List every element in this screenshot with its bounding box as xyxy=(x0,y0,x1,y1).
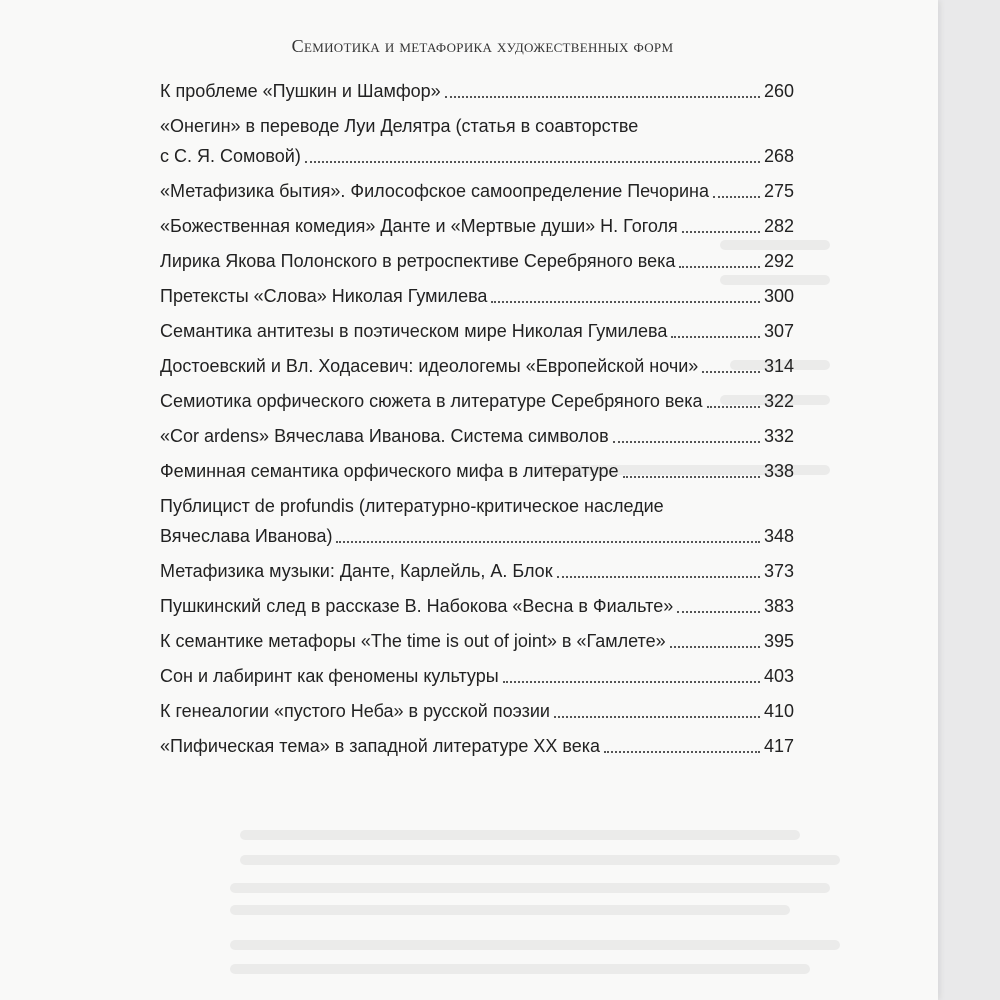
toc-entry xyxy=(160,556,794,586)
toc-entry-page: 410 xyxy=(763,701,794,721)
toc-entry-title: Фeминная семантика орфического мифа в литературе xyxy=(160,461,619,481)
toc-entry-title: Публицист de profundis (литературно-критическое наследие xyxy=(160,496,664,516)
toc-entry xyxy=(160,351,794,381)
running-head: Семиотика и метафорика художественных форм xyxy=(291,36,674,56)
toc-entry-title: Пушкинский след в рассказе В. Набокова «Весна в Фиальте» xyxy=(160,596,674,616)
toc-entry-title: Достоевский и Вл. Ходасевич: идеологемы «Европейской ночи» xyxy=(160,356,699,376)
toc-entry xyxy=(160,111,794,171)
leader-dots xyxy=(677,611,760,613)
leader-dots xyxy=(682,231,760,233)
toc-entry-title: К семантике метафоры «The time is out of joint» в «Гамлете» xyxy=(160,631,666,651)
toc-entry xyxy=(160,246,794,276)
toc-entry-page: 403 xyxy=(763,666,794,686)
toc-entry xyxy=(160,456,794,486)
toc-entry xyxy=(160,591,794,621)
leader-dots xyxy=(604,751,760,753)
toc-entry-page: 282 xyxy=(763,216,794,236)
toc-entry-title: Претексты «Слова» Николая Гумилева xyxy=(160,286,488,306)
toc-entry-title-cont: Вячеслава Иванова) xyxy=(160,526,333,546)
toc-entry-title: Метафизика музыки: Данте, Карлейль, А. Блок xyxy=(160,561,553,581)
leader-dots xyxy=(491,301,760,303)
toc-entry xyxy=(160,386,794,416)
leader-dots xyxy=(445,96,760,98)
toc-entry xyxy=(160,76,794,106)
toc-entry-title: Лирика Якова Полонского в ретроспективе Серебряного века xyxy=(160,251,676,271)
toc-entry-title: «Пифическая тема» в западной литературе XX века xyxy=(160,736,600,756)
toc-entry xyxy=(160,211,794,241)
toc-entry-page: 417 xyxy=(763,736,794,756)
toc-entry-title: «Онегин» в переводе Луи Делятра (статья в соавторстве xyxy=(160,116,639,136)
toc-entry-page: 307 xyxy=(763,321,794,341)
leader-dots xyxy=(707,406,760,408)
table-of-contents xyxy=(160,76,794,766)
leader-dots xyxy=(670,646,760,648)
leader-dots xyxy=(336,541,760,543)
toc-entry xyxy=(160,491,794,551)
toc-entry xyxy=(160,176,794,206)
toc-entry-title: «Божественная комедия» Данте и «Мертвые души» Н. Гоголя xyxy=(160,216,678,236)
toc-entry-page: 275 xyxy=(763,181,794,201)
toc-entry xyxy=(160,696,794,726)
toc-entry-page: 300 xyxy=(763,286,794,306)
toc-entry-page: 373 xyxy=(763,561,794,581)
toc-entry xyxy=(160,281,794,311)
leader-dots xyxy=(702,371,760,373)
toc-entry-page: 332 xyxy=(763,426,794,446)
toc-entry-title: «Cor ardens» Вячеслава Иванова. Система символов xyxy=(160,426,609,446)
toc-entry-title: Сон и лабиринт как феномены культуры xyxy=(160,666,499,686)
toc-entry-page: 268 xyxy=(763,146,794,166)
leader-dots xyxy=(613,441,760,443)
leader-dots xyxy=(305,161,760,163)
toc-entry-page: 260 xyxy=(763,81,794,101)
toc-entry-page: 292 xyxy=(763,251,794,271)
leader-dots xyxy=(503,681,760,683)
leader-dots xyxy=(671,336,760,338)
toc-entry xyxy=(160,731,794,761)
toc-entry-title: Семиотика орфического сюжета в литературе Серебряного века xyxy=(160,391,703,411)
toc-entry-title-cont: с С. Я. Сомовой) xyxy=(160,146,301,166)
leader-dots xyxy=(679,266,760,268)
leader-dots xyxy=(554,716,760,718)
leader-dots xyxy=(713,196,760,198)
toc-entry xyxy=(160,661,794,691)
leader-dots xyxy=(557,576,760,578)
toc-entry xyxy=(160,316,794,346)
toc-entry-title: К генеалогии «пустого Неба» в русской поэзии xyxy=(160,701,550,721)
leader-dots xyxy=(623,476,760,478)
toc-entry-title: «Метафизика бытия». Философское самоопределение Печорина xyxy=(160,181,709,201)
toc-entry-page: 383 xyxy=(763,596,794,616)
toc-entry-page: 348 xyxy=(763,526,794,546)
toc-entry-page: 314 xyxy=(763,356,794,376)
toc-entry-page: 322 xyxy=(763,391,794,411)
toc-entry-page: 395 xyxy=(763,631,794,651)
toc-entry xyxy=(160,421,794,451)
toc-entry-title: Семантика антитезы в поэтическом мире Николая Гумилева xyxy=(160,321,668,341)
toc-entry-title: К проблеме «Пушкин и Шамфор» xyxy=(160,81,441,101)
toc-entry xyxy=(160,626,794,656)
toc-entry-page: 338 xyxy=(763,461,794,481)
